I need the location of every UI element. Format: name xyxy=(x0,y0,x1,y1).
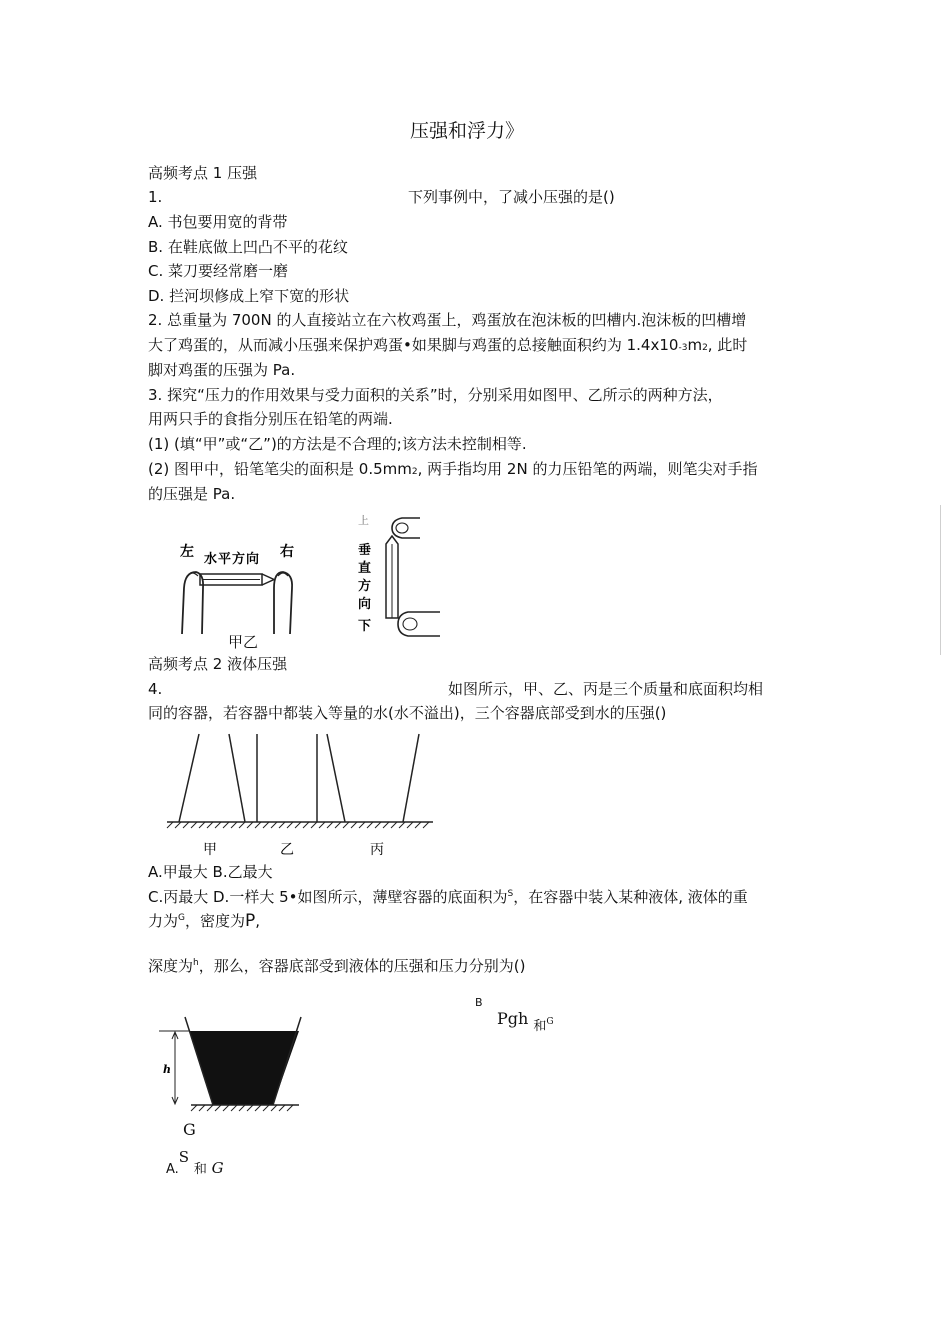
pencil-figure xyxy=(170,514,470,644)
hatch-mark xyxy=(183,822,189,828)
depth-label-h: h xyxy=(163,1063,171,1076)
hatch-mark xyxy=(199,1105,205,1111)
container-jia-right-wall xyxy=(229,734,245,822)
pencil-figure-caption: 甲乙 xyxy=(228,633,259,651)
hatch-mark xyxy=(287,822,293,828)
ground-hatching xyxy=(167,822,429,828)
hatch-mark xyxy=(199,822,205,828)
fig-label-down: 下 xyxy=(358,619,372,634)
ground-hatching-2 xyxy=(191,1105,293,1111)
hatch-mark xyxy=(191,1105,197,1111)
q5-density-text: ，密度为 xyxy=(185,912,246,930)
page-edge-line xyxy=(940,505,941,655)
hatch-mark xyxy=(375,822,381,828)
hatch-mark xyxy=(223,822,229,828)
hatch-mark xyxy=(263,1105,269,1111)
q3-sub1: (1) (填“甲”或“乙”)的方法是不合理的;该方法未控制相等. xyxy=(148,435,527,453)
q5-option-a-S: S xyxy=(178,1148,190,1166)
q1-number: 1. xyxy=(148,188,163,206)
q2-unit-sub: 2 xyxy=(702,343,708,353)
container-bing-right-wall xyxy=(403,734,419,822)
hatch-mark xyxy=(215,1105,221,1111)
section-heading-pressure: 高频考点 1 压强 xyxy=(148,164,258,182)
q4-options-cd xyxy=(148,887,748,910)
hatch-mark xyxy=(207,1105,213,1111)
q2-line2-text: 大了鸡蛋的，从而减小压强来保护鸡蛋•如果脚与鸡蛋的总接触面积约为 1.4x10 xyxy=(148,336,679,354)
q4-number: 4. xyxy=(148,680,163,698)
q4-line2: 同的容器，若容器中都装入等量的水(水不溢出)，三个容器底部受到水的压强() xyxy=(148,704,667,722)
q2-line2 xyxy=(148,335,747,358)
q1-option-a: A. 书包要用宽的背带 xyxy=(148,213,288,231)
fig-label-up: 上 xyxy=(358,514,369,527)
fig-vertical-2: 直 xyxy=(358,561,372,576)
q4-options-ab: A.甲最大 B.乙最大 xyxy=(148,863,273,881)
q5-depth-text: 深度为 xyxy=(148,957,194,975)
hatch-mark xyxy=(247,822,253,828)
q3-sub2-text: (2) 图甲中，铅笔笔尖的面积是 0.5mm xyxy=(148,460,412,478)
hatch-mark xyxy=(383,822,389,828)
hatch-mark xyxy=(271,1105,277,1111)
q5-comma: , xyxy=(255,912,261,930)
fig-label-horizontal: 水平方向 xyxy=(204,552,261,567)
hatch-mark xyxy=(191,822,197,828)
hatch-mark xyxy=(231,822,237,828)
q5-symbol-G: G xyxy=(178,913,185,923)
q3-sub2 xyxy=(148,459,757,482)
hatch-mark xyxy=(207,822,213,828)
q5-symbol-h: h xyxy=(193,958,199,968)
q2-line2-end: , 此时 xyxy=(707,336,748,354)
container-label-jia: 甲 xyxy=(203,842,217,858)
hatch-mark xyxy=(343,822,349,828)
hatch-mark xyxy=(271,822,277,828)
q5-option-b xyxy=(497,1009,554,1032)
hatch-mark xyxy=(335,822,341,828)
hatch-mark xyxy=(399,822,405,828)
hatch-mark xyxy=(423,822,429,828)
hatch-mark xyxy=(319,822,325,828)
section-heading-liquid-pressure: 高频考点 2 液体压强 xyxy=(148,655,288,673)
hatch-mark xyxy=(279,822,285,828)
q5-option-b-label: B xyxy=(475,996,483,1009)
fig-label-right: 右 xyxy=(280,544,294,560)
liquid-container-figure xyxy=(155,1015,315,1115)
container-label-yi: 乙 xyxy=(280,842,294,858)
q4-stem: 如图所示，甲、乙、丙是三个质量和底面积均相 xyxy=(448,680,764,698)
q5-option-a-and: 和 xyxy=(193,1162,207,1177)
hatch-mark xyxy=(303,822,309,828)
bottom-finger xyxy=(398,612,440,636)
hatch-mark xyxy=(239,1105,245,1111)
q5-symbol-S: S xyxy=(507,889,514,899)
q1-option-b: B. 在鞋底做上凹凸不平的花纹 xyxy=(148,238,348,256)
top-fingernail xyxy=(396,523,408,533)
q3-line2: 用两只手的食指分别压在铅笔的两端. xyxy=(148,410,393,428)
q5-option-b-G: G xyxy=(546,1017,554,1027)
q1-option-d: D. 拦河坝修成上窄下宽的形状 xyxy=(148,287,350,305)
container-jia-left-wall xyxy=(179,734,199,822)
liquid-fill xyxy=(189,1031,299,1105)
hatch-mark xyxy=(239,822,245,828)
hatch-mark xyxy=(247,1105,253,1111)
q2-exponent: -3 xyxy=(678,343,688,353)
q5-option-b-value: Pgh xyxy=(497,1009,529,1028)
bottom-fingernail xyxy=(403,618,417,630)
q5-depth-end: ，那么，容器底部受到液体的压强和压力分别为() xyxy=(198,957,526,975)
page-title: 压强和浮力》 xyxy=(410,120,525,142)
q3-sub2-line2: 的压强是 Pa. xyxy=(148,485,236,503)
hatch-mark xyxy=(167,822,173,828)
hatch-mark xyxy=(367,822,373,828)
q3-sub2-unit-sub: 2 xyxy=(411,467,418,477)
hatch-mark xyxy=(295,822,301,828)
q5-option-a-label: A. xyxy=(166,1162,179,1177)
q2-line1: 2. 总重量为 700N 的人直接站立在六枚鸡蛋上，鸡蛋放在泡沫板的凹槽内.泡沫板的凹槽增 xyxy=(148,311,747,329)
hatch-mark xyxy=(279,1105,285,1111)
hatch-mark xyxy=(327,822,333,828)
q5-option-a-G2: G xyxy=(211,1159,224,1177)
hatch-mark xyxy=(407,822,413,828)
hatch-mark xyxy=(223,1105,229,1111)
hatch-mark xyxy=(415,822,421,828)
container-bing-left-wall xyxy=(327,734,345,822)
hatch-mark xyxy=(175,822,181,828)
hatch-mark xyxy=(311,822,317,828)
q5-option-a-G: G xyxy=(183,1120,196,1139)
hatch-mark xyxy=(231,1105,237,1111)
container-label-bing: 丙 xyxy=(370,842,384,858)
q4-options-cd-text: C.丙最大 D.一样大 5•如图所示，薄壁容器的底面积为 xyxy=(148,888,508,906)
hatch-mark xyxy=(263,822,269,828)
q5-line-depth xyxy=(148,956,525,979)
hatch-mark xyxy=(255,1105,261,1111)
hatch-mark xyxy=(255,822,261,828)
q1-stem: 下列事例中，了减小压强的是() xyxy=(408,188,615,206)
hatch-mark xyxy=(391,822,397,828)
q2-unit: m xyxy=(687,336,703,354)
q5-option-b-and: 和 xyxy=(533,1019,547,1034)
q5-option-a xyxy=(166,1148,224,1177)
q2-line3: 脚对鸡蛋的压强为 Pa. xyxy=(148,361,296,379)
fig-vertical-1: 垂 xyxy=(358,543,372,558)
pencil-tip xyxy=(262,574,274,585)
q5-symbol-rho: P xyxy=(245,911,256,931)
fig-label-left: 左 xyxy=(180,544,194,560)
q5-line-force xyxy=(148,911,260,934)
hatch-mark xyxy=(351,822,357,828)
q3-line1: 3. 探究“压力的作用效果与受力面积的关系”时，分别采用如图甲、乙所示的两种方法， xyxy=(148,386,723,404)
q3-sub2-text-end: , 两手指均用 2N 的力压铅笔的两端，则笔尖对手指 xyxy=(417,460,758,478)
hatch-mark xyxy=(287,1105,293,1111)
q5-force-text: 力为 xyxy=(148,912,179,930)
fig-vertical-3: 方 xyxy=(358,579,372,594)
q4-options-cd-end: ，在容器中装入某种液体, 液体的重 xyxy=(513,888,748,906)
containers-figure xyxy=(165,732,435,858)
hatch-mark xyxy=(215,822,221,828)
q1-option-c: C. 菜刀要经常磨一磨 xyxy=(148,262,289,280)
hatch-mark xyxy=(359,822,365,828)
fig-vertical-4: 向 xyxy=(358,597,372,612)
right-finger xyxy=(274,572,292,634)
